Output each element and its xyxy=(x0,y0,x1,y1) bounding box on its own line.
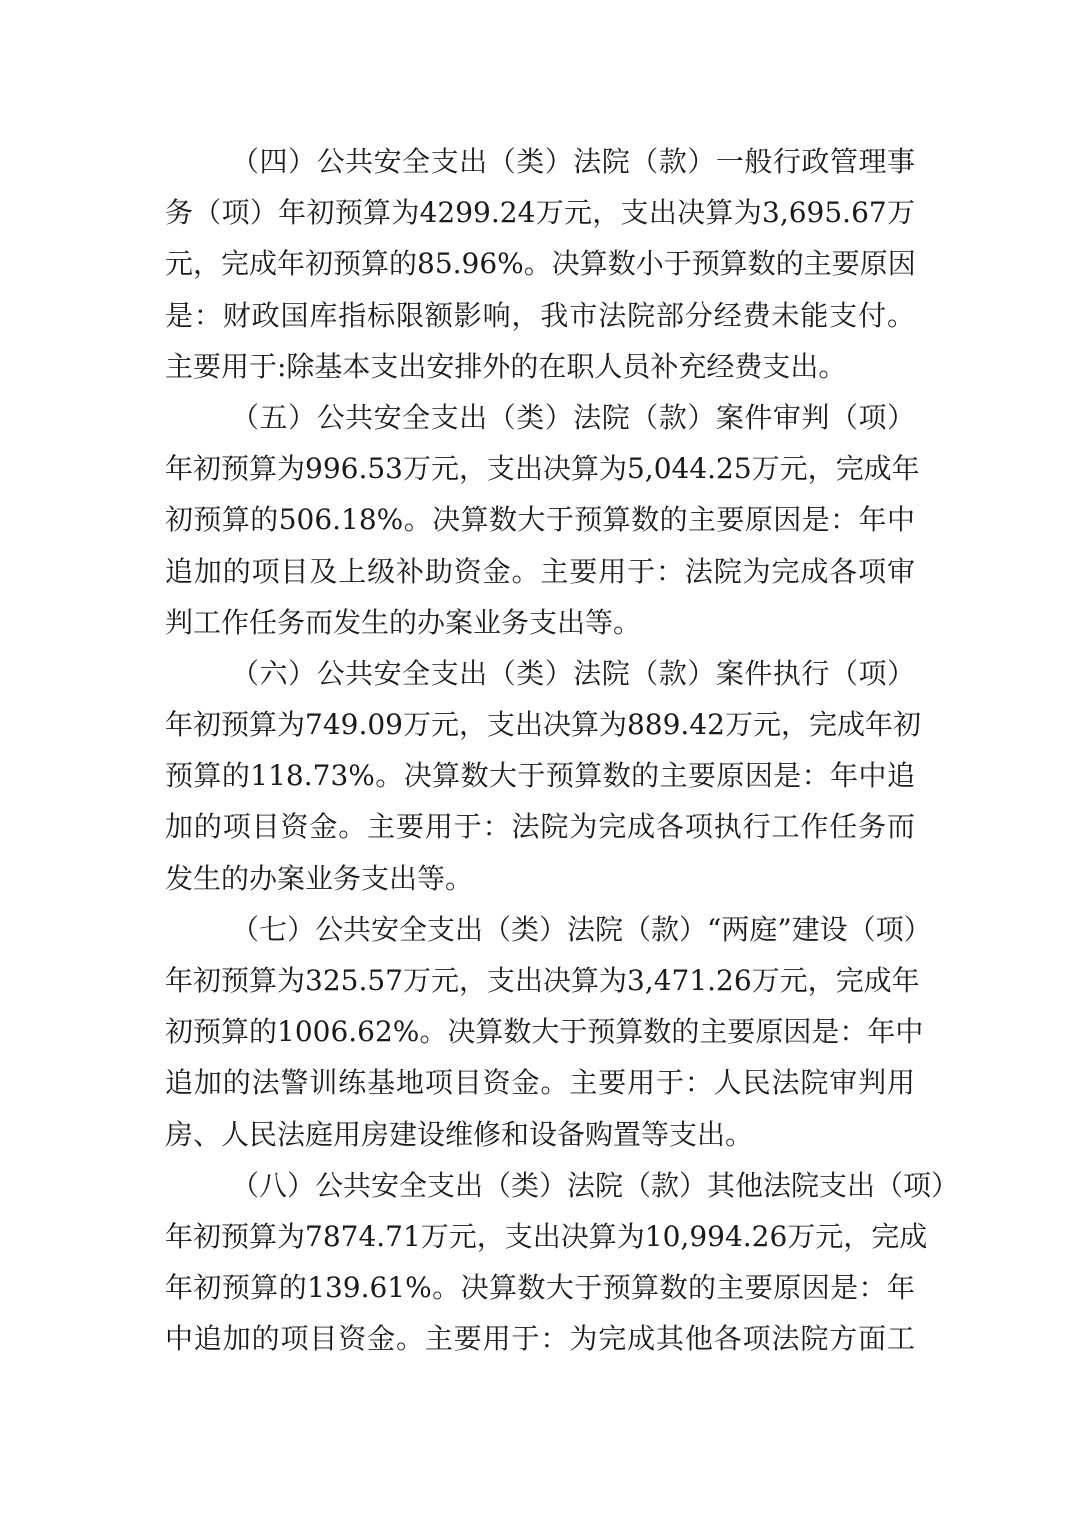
text-line: 年初预算为996.53万元，支出决算为5,044.25万元，完成年 xyxy=(165,452,920,486)
text-line: 加的项目资金。主要用于：法院为完成各项执行工作任务而 xyxy=(165,810,915,844)
text-line: 年初预算为7874.71万元，支出决算为10,994.26万元，完成 xyxy=(165,1219,928,1253)
text-line: 元，完成年初预算的85.96%。决算数小于预算数的主要原因 xyxy=(165,247,916,281)
text-line: 年初预算的139.61%。决算数大于预算数的主要原因是：年 xyxy=(165,1271,915,1305)
text-line: 初预算的506.18%。决算数大于预算数的主要原因是：年中 xyxy=(165,503,915,537)
paragraph-6 xyxy=(165,648,921,904)
text-line: 是：财政国库指标限额影响，我市法院部分经费未能支付。 xyxy=(165,298,915,332)
text-line: 预算的118.73%。决算数大于预算数的主要原因是：年中追 xyxy=(165,759,915,793)
text-line: （六）公共安全支出（类）法院（款）案件执行（项） xyxy=(231,656,915,690)
text-line: （八）公共安全支出（类）法院（款）其他法院支出（项） xyxy=(231,1168,960,1202)
text-line: 发生的办案业务支出等。 xyxy=(165,861,474,895)
paragraph-7 xyxy=(165,904,932,1160)
paragraph-8 xyxy=(165,1160,960,1365)
text-line: （四）公共安全支出（类）法院（款）一般行政管理事 xyxy=(231,145,915,178)
text-line: 年初预算为325.57万元，支出决算为3,471.26万元，完成年 xyxy=(165,964,920,997)
text-line: 追加的法警训练基地项目资金。主要用于：人民法院审判用 xyxy=(165,1066,915,1100)
text-line: 年初预算为749.09万元，支出决算为889.42万元，完成年初 xyxy=(165,708,921,742)
paragraph-4 xyxy=(165,136,915,392)
text-line: 追加的项目及上级补助资金。主要用于：法院为完成各项审 xyxy=(165,554,915,588)
text-line: （七）公共安全支出（类）法院（款）“两庭”建设（项） xyxy=(231,912,932,946)
text-line: 中追加的项目资金。主要用于：为完成其他各项法院方面工 xyxy=(165,1322,915,1356)
text-line: （五）公共安全支出（类）法院（款）案件审判（项） xyxy=(231,400,915,434)
text-line: 房、人民法庭用房建设维修和设备购置等支出。 xyxy=(165,1117,754,1151)
text-line: 务（项）年初预算为4299.24万元，支出决算为3,695.67万 xyxy=(165,196,915,230)
paragraph-5 xyxy=(165,392,920,648)
document-body xyxy=(165,136,960,1365)
text-line: 主要用于:除基本支出安排外的在职人员补充经费支出。 xyxy=(165,349,847,383)
text-line: 判工作任务而发生的办案业务支出等。 xyxy=(165,605,642,639)
text-line: 初预算的1006.62%。决算数大于预算数的主要原因是：年中 xyxy=(165,1015,924,1049)
